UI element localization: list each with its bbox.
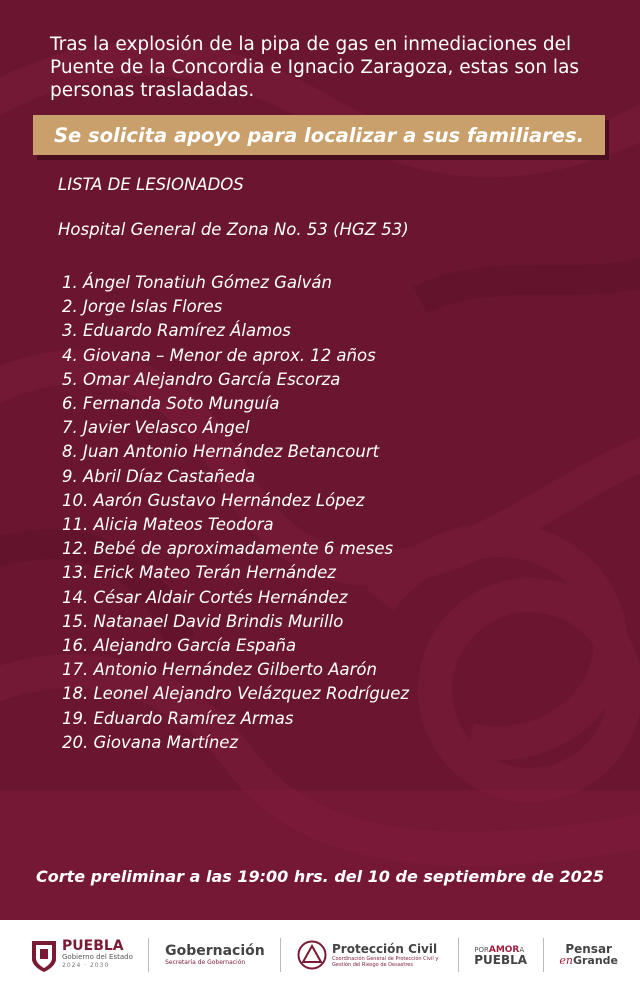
- list-item: 5. Omar Alejandro García Escorza: [62, 369, 341, 389]
- pensar-en: en: [559, 953, 573, 967]
- puebla-wordmark: PUEBLA: [62, 938, 124, 954]
- list-item: 20. Giovana Martínez: [62, 732, 239, 752]
- list-item: 4. Giovana – Menor de aprox. 12 años: [62, 345, 376, 365]
- divider: [280, 938, 281, 972]
- list-title: LISTA DE LESIONADOS: [58, 175, 244, 194]
- banner-text: Se solicita apoyo para localizar a sus familiares.: [54, 123, 584, 147]
- pensar-word: Pensar: [565, 941, 612, 956]
- list-item: 9. Abril Díaz Castañeda: [62, 466, 256, 486]
- list-item: 10. Aarón Gustavo Hernández López: [62, 490, 365, 510]
- list-item: 6. Fernanda Soto Munguía: [62, 394, 280, 414]
- injured-list: [62, 271, 409, 755]
- pensar-grande: Grande: [572, 953, 618, 967]
- hospital-name: Hospital General de Zona No. 53 (HGZ 53): [58, 220, 409, 239]
- footer-logos: [0, 920, 640, 989]
- puebla-subtitle: Gobierno del Estado: [62, 953, 133, 961]
- list-item: 12. Bebé de aproximadamente 6 meses: [62, 539, 394, 559]
- gobernacion-logo: [165, 943, 265, 967]
- list-item: 13. Erick Mateo Terán Hernández: [62, 563, 336, 583]
- divider: [543, 938, 544, 972]
- list-item: 11. Alicia Mateos Teodora: [62, 515, 274, 535]
- civil-protection-triangle-icon: [297, 940, 327, 970]
- cutoff-note: Corte preliminar a las 19:00 hrs. del 10 de septiembre de 2025: [35, 867, 605, 886]
- amor-a: A: [519, 945, 525, 954]
- list-item: 3. Eduardo Ramírez Álamos: [62, 321, 291, 341]
- pc-subtitle: Coordinación General de Protección Civil y Gestión del Riesgo de Desastres: [332, 955, 439, 968]
- list-item: 14. César Aldair Cortés Hernández: [62, 587, 348, 607]
- por-amor-a-puebla-logo: [474, 945, 527, 965]
- list-item: 8. Juan Antonio Hernández Betancourt: [62, 442, 380, 462]
- list-item: 15. Natanael David Brindis Murillo: [62, 611, 344, 631]
- puebla-seal-icon: [30, 937, 58, 973]
- pensar-en-grande-logo: [559, 941, 618, 967]
- list-item: 19. Eduardo Ramírez Armas: [62, 708, 294, 728]
- gobernacion-wordmark: Gobernación: [165, 942, 265, 959]
- proteccion-civil-logo: [297, 940, 442, 970]
- divider: [458, 938, 459, 972]
- list-item: 1. Ángel Tonatiuh Gómez Galván: [62, 273, 332, 292]
- amor-word: AMOR: [488, 944, 520, 955]
- amor-por: POR: [474, 945, 489, 954]
- intro-text: Tras la explosión de la pipa de gas en inmediaciones del Puente de la Concordia e Ignacio Zaragoza, estas son las personas trasladadas.: [50, 34, 580, 101]
- puebla-logo: [30, 937, 133, 973]
- list-item: 17. Antonio Hernández Gilberto Aarón: [62, 660, 377, 680]
- list-item: 16. Alejandro García España: [62, 636, 297, 656]
- banner: [33, 115, 605, 155]
- amor-puebla: PUEBLA: [474, 952, 528, 967]
- gobernacion-subtitle: Secretaría de Gobernación: [165, 958, 246, 966]
- pc-wordmark: Protección Civil: [332, 941, 438, 956]
- puebla-years: 2024 · 2030: [62, 962, 110, 969]
- list-item: 7. Javier Velasco Ángel: [62, 418, 250, 438]
- divider: [148, 938, 149, 972]
- list-item: 2. Jorge Islas Flores: [62, 297, 223, 317]
- list-item: 18. Leonel Alejandro Velázquez Rodríguez: [62, 684, 410, 704]
